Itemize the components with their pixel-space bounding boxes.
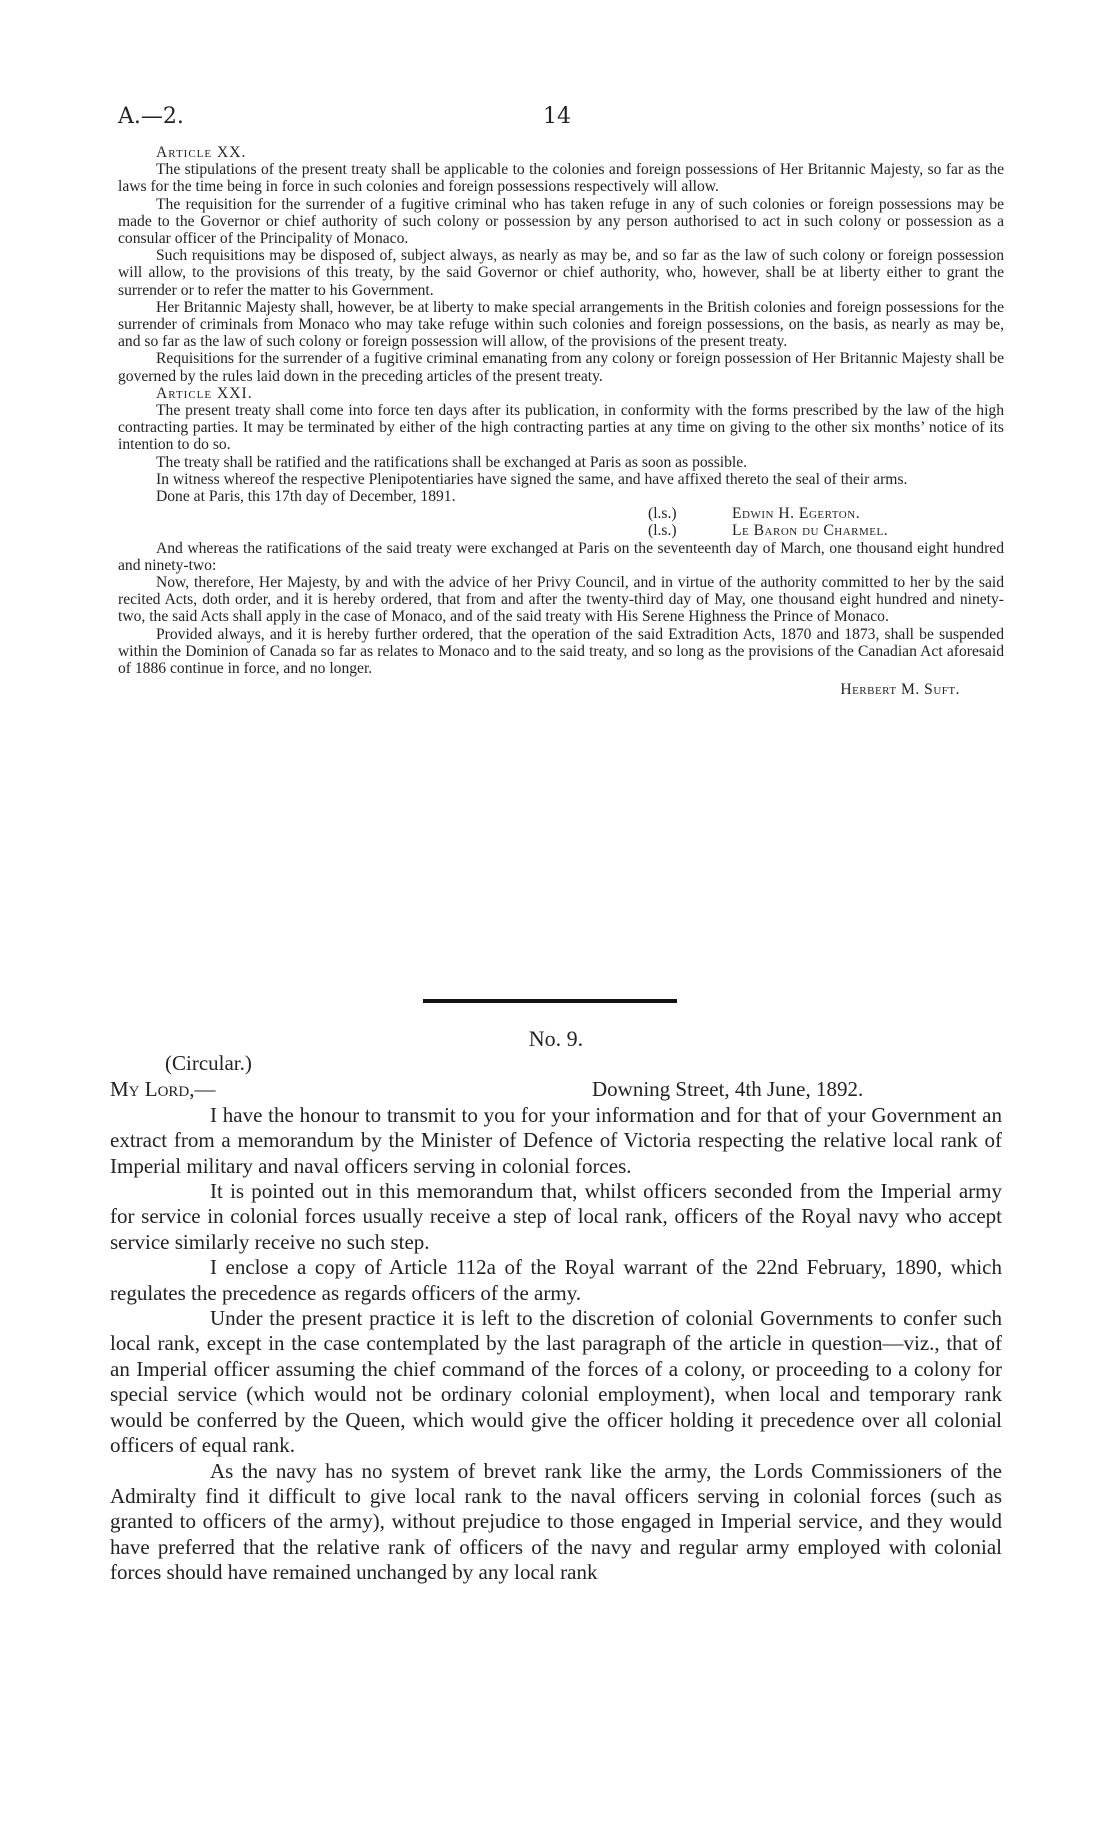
article-xxi-paragraph: The present treaty shall come into force ten days after its publication, in conformity with the forms prescribed by the law of the high contracting parties. It may be terminated by either of the high contracting parties at any time on giving to the other six months’ notice of its intention to do so. — [118, 402, 1004, 454]
seal-mark: (l.s.) — [648, 522, 677, 540]
article-xx-paragraph: The stipulations of the present treaty shall be applicable to the colonies and foreign possessions of Her Britannic Majesty, so far as the laws for the time being in force in such colonies and foreign possessions respectively will allow. — [118, 161, 1004, 196]
treaty-section — [118, 144, 1004, 698]
place-date: Downing Street, 4th June, 1892. — [592, 1076, 864, 1101]
despatch-paragraph: As the navy has no system of brevet rank like the army, the Lords Commissioners of the Admiralty find it difficult to give local rank to the naval officers serving in colonial forces (such as granted to officers of the army), without prejudice to those engaged in Imperial service, and they would have preferred that the relative rank of officers of the navy and regular army employed with colonial forces should have remained unchanged by any local rank — [110, 1458, 1002, 1585]
article-xx-paragraph: Requisitions for the surrender of a fugitive criminal emanating from any colony or foreign possession of Her Britannic Majesty shall be governed by the rules laid down in the preceding articles of the present treaty. — [118, 350, 1004, 385]
circular-label: (Circular.) — [165, 1051, 252, 1076]
article-xx-heading: Article XX. — [156, 144, 247, 161]
despatch-paragraph: I enclose a copy of Article 112a of the Royal warrant of the 22nd February, 1890, which regulates the precedence as regards officers of the army. — [110, 1255, 1002, 1305]
order-paragraph: Now, therefore, Her Majesty, by and with the advice of her Privy Council, and in virtue of the authority committed to her by the said recited Acts, doth order, and it is hereby ordered, that from and after the twenty-third day of May, one thousand eight hundred and ninety-two, the said Acts shall apply in the case of Monaco, and of the said treaty with His Serene Highness the Prince of Monaco. — [118, 574, 1004, 626]
article-xxi-paragraph: Done at Paris, this 17th day of December, 1891. — [156, 488, 456, 506]
article-xx-paragraph: Such requisitions may be disposed of, subject always, as nearly as may be, and so far as the law of such colony or foreign possession will allow, to the provisions of this treaty, by the said Governor or chief authority, who, however, shall be at liberty either to grant the surrender or to refer the matter to his Government. — [118, 247, 1004, 299]
order-signer: Herbert M. Suft. — [840, 681, 960, 699]
article-xxi-heading: Article XXI. — [156, 384, 253, 402]
article-xxi-paragraph: In witness whereof the respective Plenipotentiaries have signed the same, and have affixed thereto the seal of their arms. — [156, 470, 908, 488]
signature-line — [118, 522, 1004, 539]
salutation: My Lord,— — [110, 1076, 216, 1101]
despatch-paragraph: Under the present practice it is left to the discretion of colonial Governments to confer such local rank, except in the case contemplated by the last paragraph of the article in question—viz., that of an Imperial officer assuming the chief command of the forces of a colony, or proceeding to a colony for special service (which would not be ordinary colonial employment), when local and temporary rank would be conferred by the Queen, which would give the officer holding it precedence over all colonial officers of equal rank. — [110, 1306, 1002, 1458]
despatch-section — [110, 1026, 1002, 1586]
article-xx-paragraph: The requisition for the surrender of a fugitive criminal who has taken refuge in any of such colonies or foreign possessions may be made to the Governor or chief authority of such colony or possession by any person authorised to act in such colony or possession as a consular officer of the Principality of Monaco. — [118, 195, 1004, 248]
seal-mark: (l.s.) — [648, 505, 677, 523]
order-paragraph: Provided always, and it is hereby further ordered, that the operation of the said Extradition Acts, 1870 and 1873, shall be suspended within the Dominion of Canada so far as relates to Monaco and to the said treaty, and so long as the provisions of the Canadian Act aforesaid of 1886 continue in force, and no longer. — [118, 625, 1004, 678]
signatory-name: Edwin H. Egerton. — [732, 505, 861, 523]
despatch-paragraph: It is pointed out in this memorandum that, whilst officers seconded from the Imperial army for service in colonial forces usually receive a step of local rank, officers of the Royal navy who accept service similarly receive no such step. — [110, 1179, 1002, 1254]
signatory-name: Le Baron du Charmel. — [732, 522, 889, 540]
signature-line — [118, 505, 1004, 522]
despatch-paragraph: I have the honour to transmit to you for your information and for that of your Government an extract from a memorandum by the Minister of Defence of Victoria respecting the relative local rank of Imperial military and naval officers serving in colonial forces. — [110, 1102, 1002, 1178]
article-xx-paragraph: Her Britannic Majesty shall, however, be at liberty to make special arrangements in the British colonies and foreign possessions for the surrender of criminals from Monaco who may take refuge within such colonies and foreign possessions, on the basis, as nearly as may be, and so far as the law of such colony or foreign possession will allow, of the provisions of the present treaty. — [118, 298, 1004, 351]
order-paragraph: And whereas the ratifications of the said treaty were exchanged at Paris on the seventeenth day of March, one thousand eight hundred and ninety-two: — [118, 539, 1004, 574]
section-divider — [423, 999, 677, 1003]
salutation-line — [110, 1077, 1002, 1103]
page-header — [118, 104, 996, 134]
despatch-number: No. 9. — [528, 1026, 584, 1051]
article-xxi-paragraph: The treaty shall be ratified and the ratifications shall be exchanged at Paris as soon as possible. — [156, 453, 748, 471]
document-reference: A.—2. — [118, 104, 184, 129]
page-number: 14 — [543, 104, 571, 129]
